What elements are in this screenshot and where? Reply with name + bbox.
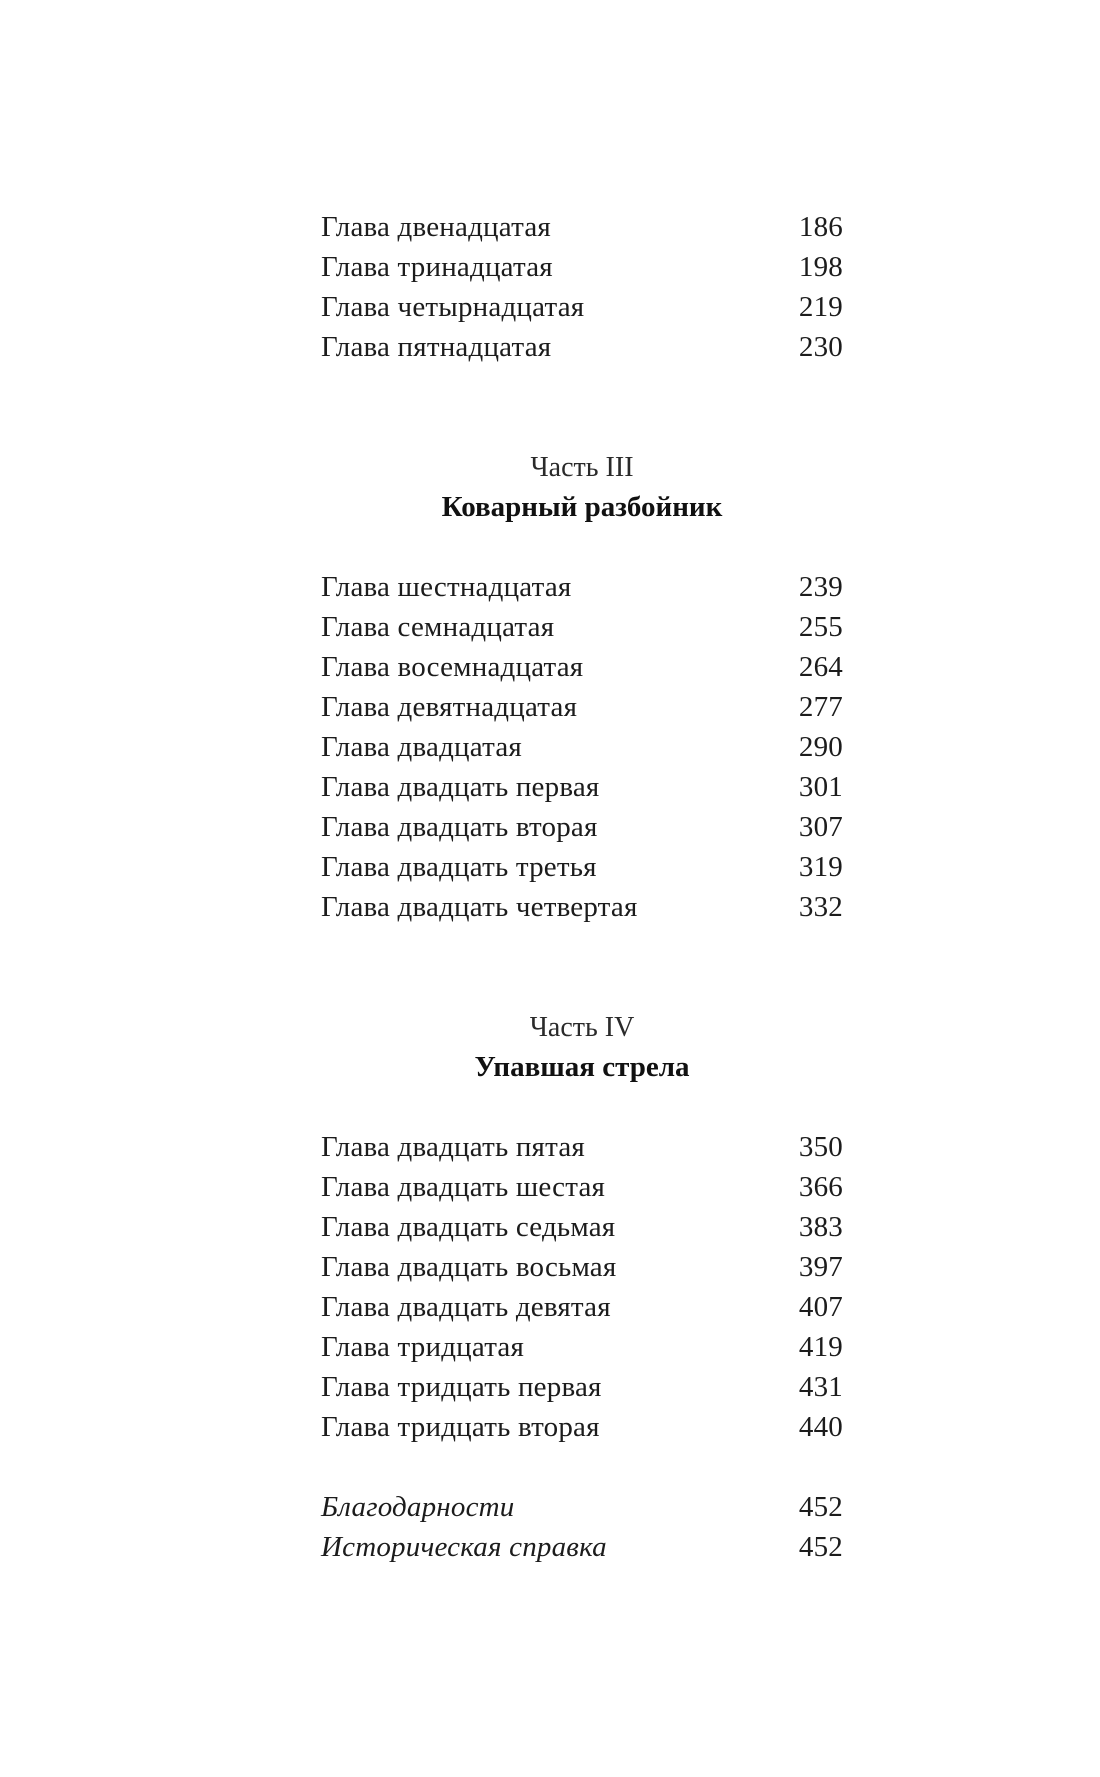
chapter-title: Глава тридцать вторая [321,1411,600,1443]
toc-entry[interactable] [321,567,843,607]
toc-entry[interactable] [321,687,843,727]
chapter-title: Глава девятнадцатая [321,691,578,723]
page-number: 419 [798,1331,843,1363]
part-label: Часть IV [529,1012,635,1043]
chapter-title: Глава двадцать шестая [321,1171,606,1203]
chapter-title: Глава тридцатая [321,1331,525,1363]
page-number: 440 [798,1411,843,1443]
toc-entry[interactable] [321,1407,843,1447]
toc-entry-back-matter[interactable] [321,1527,843,1567]
back-matter-title: Благодарности [321,1491,515,1523]
page-number: 452 [798,1531,843,1563]
part-title: Упавшая стрела [474,1051,690,1083]
toc-entry[interactable] [321,1247,843,1287]
toc-entry[interactable] [321,807,843,847]
page-number: 290 [798,731,843,763]
chapter-title: Глава двенадцатая [321,211,551,243]
page-number: 277 [798,691,843,723]
toc-entry[interactable] [321,1287,843,1327]
chapter-title: Глава двадцать восьмая [321,1251,617,1283]
back-matter-title: Историческая справка [321,1531,607,1563]
part-label: Часть III [530,452,634,483]
page-number: 255 [798,611,843,643]
page-number: 301 [798,771,843,803]
chapter-title: Глава шестнадцатая [321,571,572,603]
page-number: 219 [798,291,843,323]
toc-entry[interactable] [321,647,843,687]
page-number: 307 [798,811,843,843]
page-number: 452 [798,1491,843,1523]
chapter-title: Глава двадцать пятая [321,1131,585,1163]
page-number: 431 [798,1371,843,1403]
toc-entry[interactable] [321,887,843,927]
toc-entry[interactable] [321,1327,843,1367]
toc-entry[interactable] [321,207,843,247]
page-number: 239 [798,571,843,603]
page-number: 350 [798,1131,843,1163]
toc-entry[interactable] [321,327,843,367]
chapter-title: Глава двадцать четвертая [321,891,638,923]
page-number: 198 [798,251,843,283]
chapter-title: Глава двадцать девятая [321,1291,611,1323]
chapter-title: Глава двадцать первая [321,771,600,803]
chapter-title: Глава тринадцатая [321,251,553,283]
page-number: 319 [798,851,843,883]
toc-entry[interactable] [321,727,843,767]
page-number: 383 [798,1211,843,1243]
chapter-title: Глава семнадцатая [321,611,555,643]
chapter-title: Глава двадцать третья [321,851,597,883]
chapter-title: Глава восемнадцатая [321,651,584,683]
toc-entry-back-matter[interactable] [321,1487,843,1527]
page-number: 186 [798,211,843,243]
chapter-title: Глава четырнадцатая [321,291,585,323]
toc-entry[interactable] [321,1367,843,1407]
toc-entry[interactable] [321,1207,843,1247]
toc-entry[interactable] [321,247,843,287]
page-number: 397 [798,1251,843,1283]
page-number: 230 [798,331,843,363]
toc-entry[interactable] [321,847,843,887]
toc-entry[interactable] [321,287,843,327]
page-number: 407 [798,1291,843,1323]
page-number: 366 [798,1171,843,1203]
toc-entry[interactable] [321,1167,843,1207]
chapter-title: Глава пятнадцатая [321,331,552,363]
toc-entry[interactable] [321,1127,843,1167]
chapter-title: Глава двадцать вторая [321,811,598,843]
toc-entry[interactable] [321,607,843,647]
toc-entry[interactable] [321,767,843,807]
page-number: 332 [798,891,843,923]
chapter-title: Глава тридцать первая [321,1371,602,1403]
chapter-title: Глава двадцать седьмая [321,1211,616,1243]
chapter-title: Глава двадцатая [321,731,522,763]
page-number: 264 [798,651,843,683]
part-title: Коварный разбойник [441,491,723,523]
